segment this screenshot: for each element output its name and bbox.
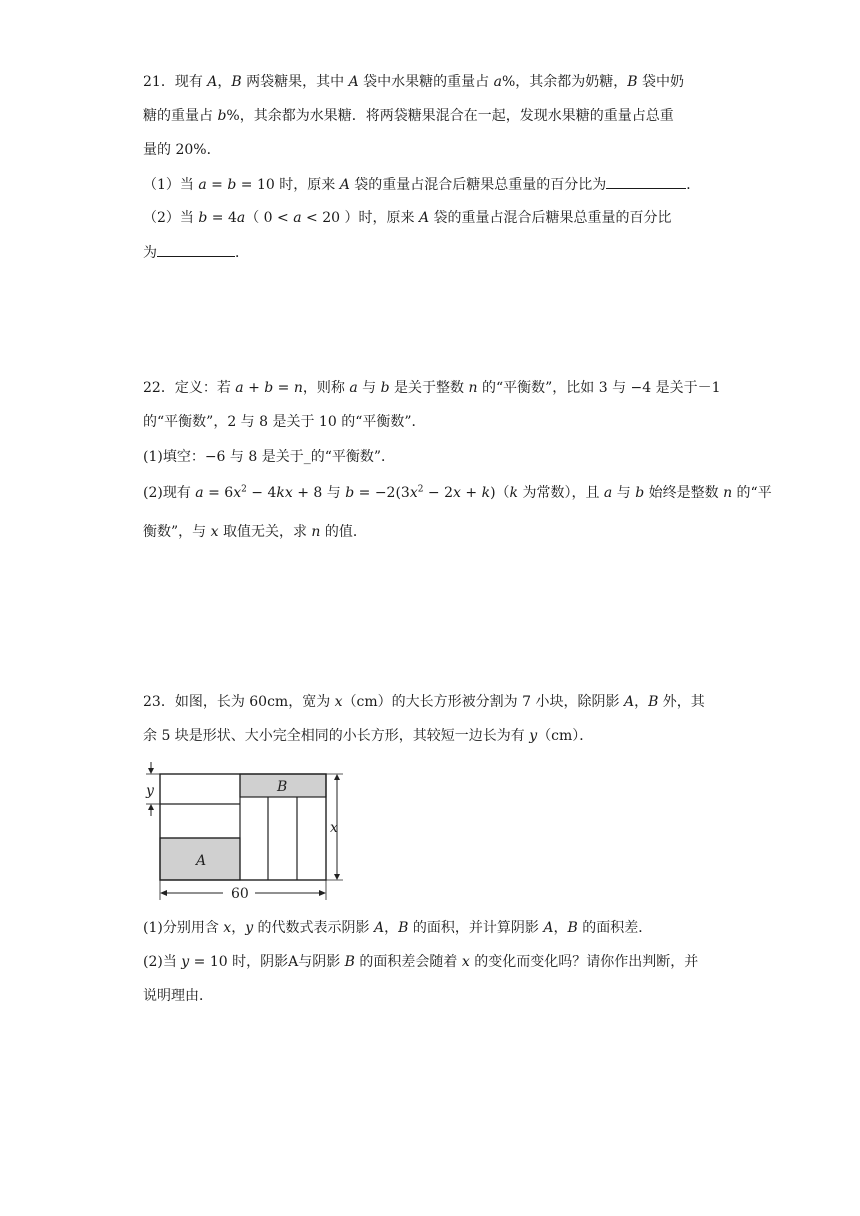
- q23-part-2: (2)当 y = 10 时，阴影A与阴影 B 的面积差会随着 x 的变化而变化吗？请你作出判断，并: [143, 954, 699, 970]
- q23-part-2-cont: 说明理由．: [143, 988, 213, 1004]
- q22-line-2: 的“平衡数”，2 与 8 是关于 10 的“平衡数”．: [143, 414, 426, 430]
- label-x: x: [330, 820, 338, 836]
- q23-line-1: 23．如图，长为 60cm，宽为 x（cm）的大长方形被分割为 7 小块，除阴影 A，B 外，其: [143, 694, 705, 710]
- q21-part-2-cont: 为 ．: [143, 242, 249, 263]
- q21-line-2: 糖的重量占 b%，其余都为水果糖．将两袋糖果混合在一起，发现水果糖的重量占总重: [143, 108, 674, 124]
- answer-blank-2: [157, 242, 235, 257]
- q22-part-2-cont: 衡数”，与 x 取值无关，求 n 的值．: [143, 524, 367, 540]
- q21-part-1: （1）当 a = b = 10 时，原来 A 袋的重量占混合后糖果总重量的百分比为 ．: [143, 174, 700, 195]
- q21-line-3: 量的 20%．: [143, 142, 221, 158]
- label-y: y: [146, 783, 154, 799]
- q21-line-1: 21．现有 A，B 两袋糖果，其中 A 袋中水果糖的重量占 a%，其余都为奶糖，B 袋中奶: [143, 74, 685, 90]
- label-60: 60: [231, 886, 249, 902]
- answer-blank-1: [606, 174, 686, 189]
- label-a: A: [196, 853, 207, 869]
- q23-part-1: (1)分别用含 x，y 的代数式表示阴影 A，B 的面积，并计算阴影 A，B 的面积差．: [143, 920, 653, 936]
- q22-part-2: (2)现有 $a = 6x^2 - 4kx + 8$ 与 $b = -2(3x^2 - 2x + k)(k$ 为常数），且 a 与 b 始终是整数 n 的“平: [143, 484, 772, 501]
- rectangle-figure: [143, 760, 353, 905]
- q22-part-1: (1)填空：−6 与 8 是关于_的“平衡数”．: [143, 449, 396, 465]
- q23-line-2: 余 5 块是形状、大小完全相同的小长方形，其较短一边长为有 y（cm）．: [143, 728, 594, 744]
- label-b: B: [277, 779, 288, 795]
- q21-part-2: （2）当 b = 4a（ 0 < a < 20 ）时，原来 A 袋的重量占混合后糖果总重量的百分比: [143, 210, 672, 226]
- q22-line-1: 22．定义：若 a + b = n，则称 a 与 b 是关于整数 n 的“平衡数”，比如 3 与 −4 是关于－1: [143, 380, 721, 396]
